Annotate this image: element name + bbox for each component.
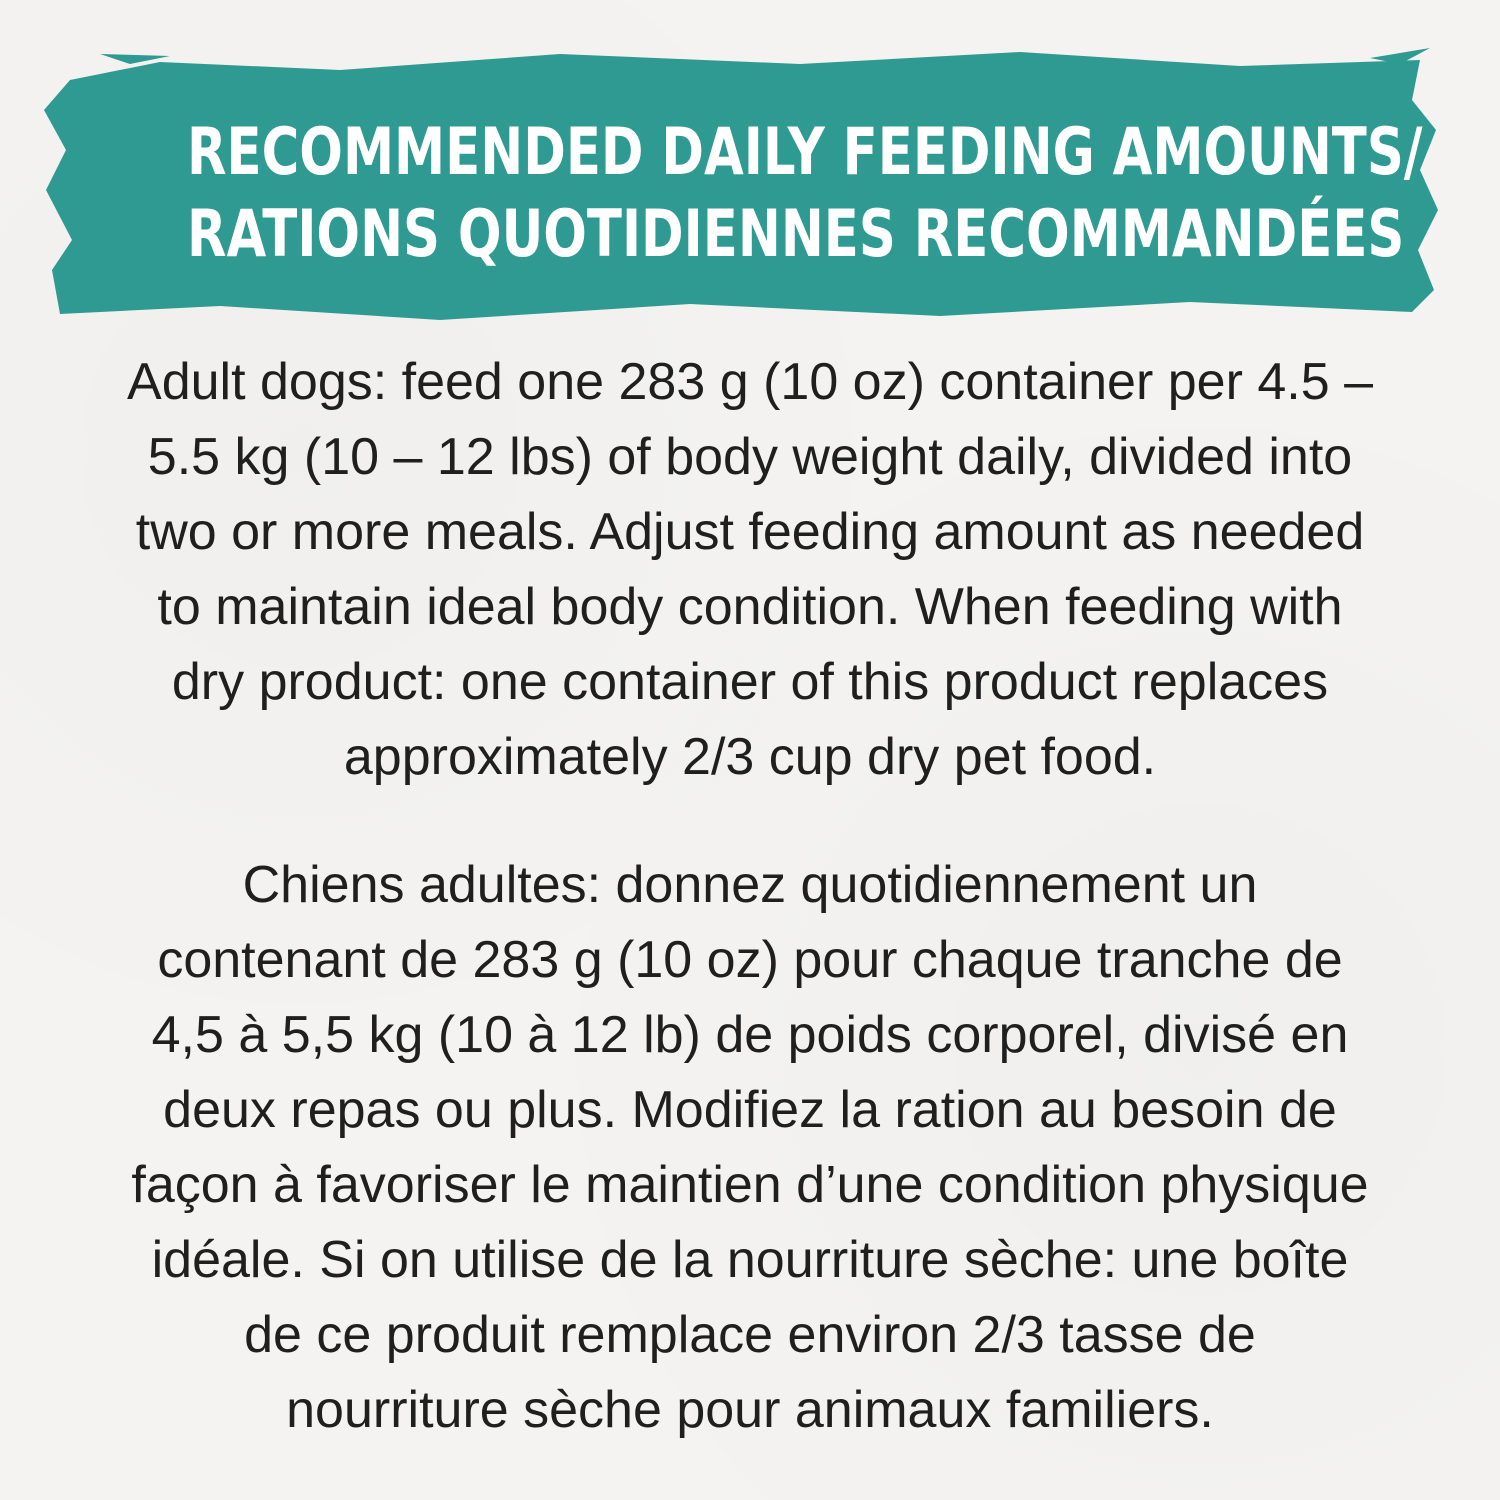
- banner-title-line-1: RECOMMENDED DAILY FEEDING AMOUNTS/: [187, 115, 1423, 190]
- text-line: 4,5 à 5,5 kg (10 à 12 lb) de poids corporel, divisé en: [151, 1006, 1349, 1064]
- text-line: dry product: one container of this product replaces: [171, 653, 1329, 711]
- text-line: de ce produit remplace environ 2/3 tasse de: [244, 1306, 1256, 1364]
- text-line: idéale. Si on utilise de la nourriture sèche: une boîte: [151, 1231, 1349, 1289]
- french-instructions: [40, 848, 1460, 1448]
- banner-title-line-2: RATIONS QUOTIDIENNES RECOMMANDÉES: [187, 197, 1405, 272]
- text-line: approximately 2/3 cup dry pet food.: [343, 728, 1157, 786]
- english-instructions: [40, 345, 1460, 795]
- text-line: two or more meals. Adjust feeding amount as needed: [135, 503, 1365, 561]
- title-banner: [40, 40, 1440, 330]
- text-line: deux repas ou plus. Modifiez la ration au besoin de: [163, 1081, 1337, 1139]
- text-line: nourriture sèche pour animaux familiers.: [286, 1381, 1214, 1439]
- banner-title: [187, 112, 1423, 276]
- text-line: 5.5 kg (10 – 12 lbs) of body weight daily, divided into: [147, 428, 1353, 486]
- text-line: Chiens adultes: donnez quotidiennement un: [242, 856, 1258, 914]
- text-line: façon à favoriser le maintien d’une condition physique: [131, 1156, 1369, 1214]
- text-line: Adult dogs: feed one 283 g (10 oz) container per 4.5 –: [127, 353, 1373, 411]
- text-line: to maintain ideal body condition. When feeding with: [157, 578, 1343, 636]
- text-line: contenant de 283 g (10 oz) pour chaque tranche de: [157, 931, 1343, 989]
